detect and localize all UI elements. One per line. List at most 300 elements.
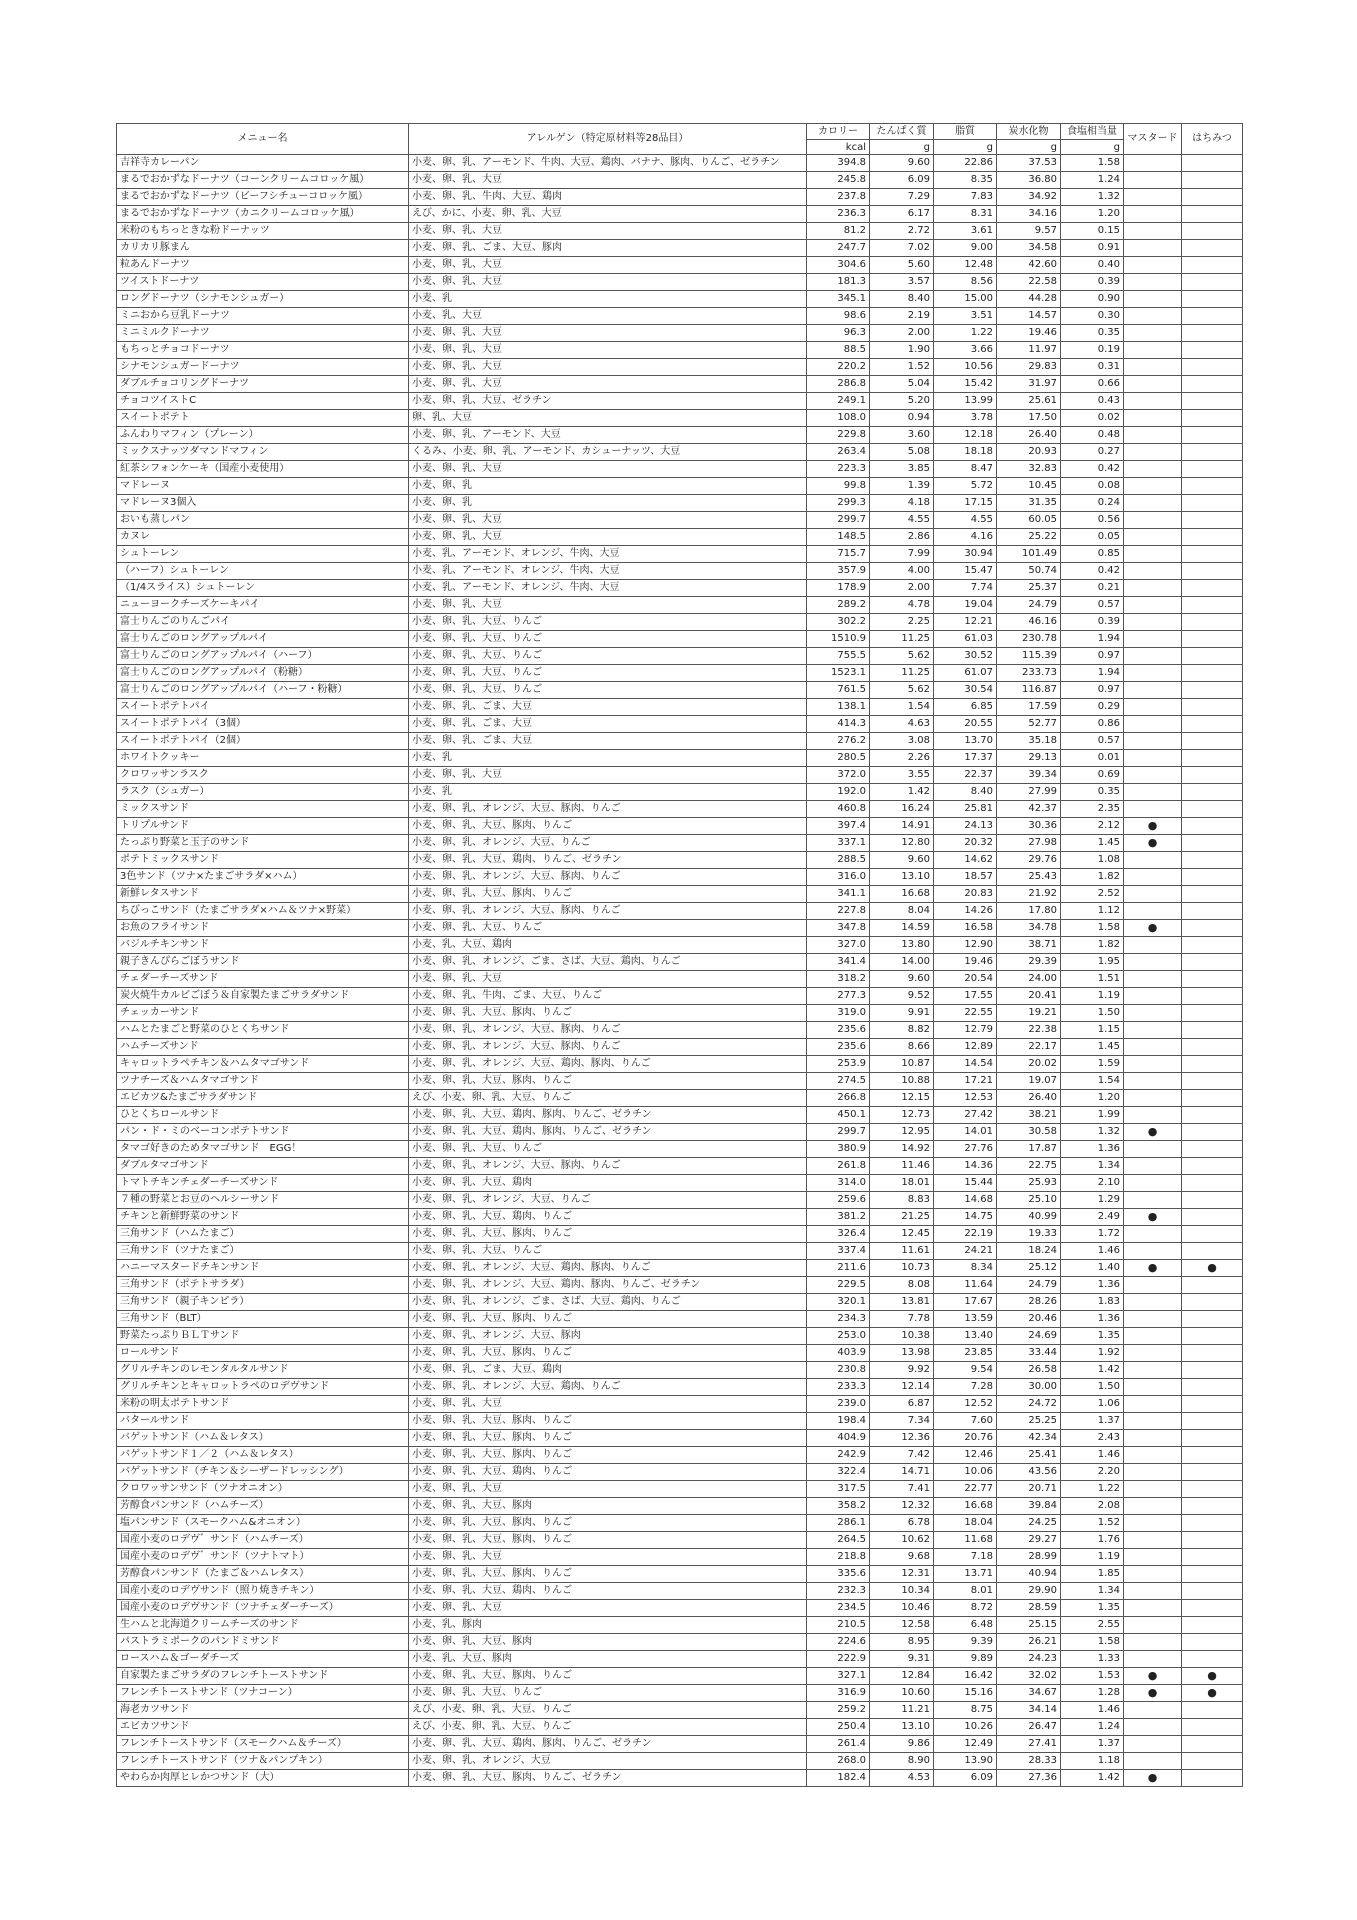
- table-row: [117, 852, 1243, 869]
- fat-cell: 15.42: [934, 376, 997, 393]
- carb-cell: 27.41: [997, 1736, 1061, 1753]
- menu-name-cell: 海老カツサンド: [117, 1702, 409, 1719]
- allergen-cell: 小麦、卵、乳、大豆: [409, 971, 807, 988]
- calorie-cell: 247.7: [807, 240, 870, 257]
- salt-cell: 1.33: [1061, 1651, 1124, 1668]
- allergen-cell: 小麦、卵、乳、ごま、大豆、鶏肉: [409, 1362, 807, 1379]
- calorie-cell: 357.9: [807, 563, 870, 580]
- mustard-mark-cell: [1124, 1328, 1182, 1345]
- carb-cell: 19.21: [997, 1005, 1061, 1022]
- honey-mark-cell: [1182, 1498, 1243, 1515]
- salt-cell: 1.53: [1061, 1668, 1124, 1685]
- carb-cell: 44.28: [997, 291, 1061, 308]
- honey-mark-cell: [1182, 1532, 1243, 1549]
- menu-name-cell: 新鮮レタスサンド: [117, 886, 409, 903]
- calorie-cell: 316.0: [807, 869, 870, 886]
- fat-cell: 12.49: [934, 1736, 997, 1753]
- menu-name-cell: 富士りんごのロングアップルパイ（ハーフ・粉糖）: [117, 682, 409, 699]
- salt-cell: 0.42: [1061, 461, 1124, 478]
- honey-mark-cell: [1182, 631, 1243, 648]
- salt-cell: 2.10: [1061, 1175, 1124, 1192]
- fat-cell: 22.19: [934, 1226, 997, 1243]
- honey-mark-cell: [1182, 1566, 1243, 1583]
- allergen-cell: 小麦、卵、乳、大豆、鶏肉、りんご: [409, 1209, 807, 1226]
- allergen-cell: 小麦、卵、乳、大豆、豚肉、りんご: [409, 1447, 807, 1464]
- protein-cell: 10.73: [870, 1260, 934, 1277]
- table-row: [117, 1243, 1243, 1260]
- carb-cell: 24.00: [997, 971, 1061, 988]
- menu-name-cell: （ハーフ）シュトーレン: [117, 563, 409, 580]
- honey-mark-cell: [1182, 1379, 1243, 1396]
- menu-name-cell: 富士りんごのロングアップルパイ（ハーフ）: [117, 648, 409, 665]
- honey-mark-cell: [1182, 1464, 1243, 1481]
- menu-name-cell: ハムとたまごと野菜のひとくちサンド: [117, 1022, 409, 1039]
- fat-cell: 12.52: [934, 1396, 997, 1413]
- calorie-cell: 335.6: [807, 1566, 870, 1583]
- calorie-cell: 218.8: [807, 1549, 870, 1566]
- allergen-cell: 小麦、卵、乳、大豆、豚肉、りんご: [409, 1566, 807, 1583]
- honey-mark-cell: [1182, 750, 1243, 767]
- fat-cell: 9.39: [934, 1634, 997, 1651]
- allergen-cell: 小麦、卵、乳、大豆: [409, 342, 807, 359]
- table-row: [117, 971, 1243, 988]
- mustard-mark-cell: [1124, 580, 1182, 597]
- mustard-mark-cell: [1124, 1073, 1182, 1090]
- protein-cell: 5.62: [870, 682, 934, 699]
- menu-name-cell: ハムチーズサンド: [117, 1039, 409, 1056]
- salt-cell: 1.06: [1061, 1396, 1124, 1413]
- menu-name-cell: パン・ド・ミのベーコンポテトサンド: [117, 1124, 409, 1141]
- protein-cell: 5.04: [870, 376, 934, 393]
- mustard-mark-cell: [1124, 495, 1182, 512]
- fat-cell: 10.56: [934, 359, 997, 376]
- header-honey: はちみつ: [1182, 124, 1243, 155]
- fat-cell: 17.67: [934, 1294, 997, 1311]
- salt-cell: 1.76: [1061, 1532, 1124, 1549]
- table-row: [117, 308, 1243, 325]
- honey-mark-cell: [1182, 1277, 1243, 1294]
- menu-name-cell: チキンと新鮮野菜のサンド: [117, 1209, 409, 1226]
- fat-cell: 12.21: [934, 614, 997, 631]
- protein-cell: 12.45: [870, 1226, 934, 1243]
- table-row: [117, 988, 1243, 1005]
- protein-cell: 7.78: [870, 1311, 934, 1328]
- allergen-cell: 小麦、卵、乳、オレンジ、大豆、豚肉、りんご: [409, 869, 807, 886]
- salt-cell: 1.24: [1061, 172, 1124, 189]
- menu-name-cell: スイートポテトパイ（2個）: [117, 733, 409, 750]
- calorie-cell: 319.0: [807, 1005, 870, 1022]
- calorie-cell: 394.8: [807, 155, 870, 172]
- fat-cell: 12.48: [934, 257, 997, 274]
- menu-name-cell: （1/4スライス）シュトーレン: [117, 580, 409, 597]
- table-row: [117, 1413, 1243, 1430]
- menu-name-cell: ハニーマスタードチキンサンド: [117, 1260, 409, 1277]
- protein-cell: 4.63: [870, 716, 934, 733]
- table-row: [117, 1583, 1243, 1600]
- honey-mark-cell: [1182, 886, 1243, 903]
- salt-cell: 1.46: [1061, 1243, 1124, 1260]
- carb-cell: 60.05: [997, 512, 1061, 529]
- salt-cell: 0.42: [1061, 563, 1124, 580]
- mustard-mark-cell: [1124, 699, 1182, 716]
- mustard-mark-cell: [1124, 1566, 1182, 1583]
- protein-cell: 7.29: [870, 189, 934, 206]
- mustard-mark-cell: [1124, 1702, 1182, 1719]
- carb-cell: 29.27: [997, 1532, 1061, 1549]
- menu-name-cell: 国産小麦のロデヴ゛サンド（ハムチーズ）: [117, 1532, 409, 1549]
- allergen-cell: 小麦、乳: [409, 291, 807, 308]
- protein-cell: 8.83: [870, 1192, 934, 1209]
- salt-cell: 0.27: [1061, 444, 1124, 461]
- honey-mark-cell: [1182, 359, 1243, 376]
- honey-mark-cell: ●: [1182, 1668, 1243, 1685]
- honey-mark-cell: [1182, 665, 1243, 682]
- menu-name-cell: 国産小麦のロデヴサンド（ツナチェダーチーズ）: [117, 1600, 409, 1617]
- calorie-cell: 380.9: [807, 1141, 870, 1158]
- honey-mark-cell: [1182, 325, 1243, 342]
- carb-cell: 30.58: [997, 1124, 1061, 1141]
- honey-mark-cell: [1182, 461, 1243, 478]
- header-mustard: マスタード: [1124, 124, 1182, 155]
- salt-cell: 1.58: [1061, 1634, 1124, 1651]
- calorie-cell: 235.6: [807, 1039, 870, 1056]
- protein-cell: 9.68: [870, 1549, 934, 1566]
- fat-cell: 8.31: [934, 206, 997, 223]
- protein-cell: 12.73: [870, 1107, 934, 1124]
- mustard-mark-cell: [1124, 1430, 1182, 1447]
- fat-cell: 8.75: [934, 1702, 997, 1719]
- carb-cell: 25.61: [997, 393, 1061, 410]
- mustard-mark-cell: [1124, 1481, 1182, 1498]
- honey-mark-cell: [1182, 1600, 1243, 1617]
- mustard-mark-cell: [1124, 393, 1182, 410]
- protein-cell: 8.40: [870, 291, 934, 308]
- allergen-cell: 小麦、卵、乳、牛肉、大豆、鶏肉: [409, 189, 807, 206]
- salt-cell: 1.42: [1061, 1770, 1124, 1787]
- calorie-cell: 237.8: [807, 189, 870, 206]
- mustard-mark-cell: [1124, 1362, 1182, 1379]
- menu-name-cell: 米粉のもちっときな粉ドーナッツ: [117, 223, 409, 240]
- table-row: [117, 1039, 1243, 1056]
- honey-mark-cell: [1182, 971, 1243, 988]
- allergen-cell: 小麦、卵、乳、ごま、大豆: [409, 699, 807, 716]
- menu-name-cell: まるでおかずなドーナツ（ビーフシチューコロッケ風）: [117, 189, 409, 206]
- table-row: [117, 1005, 1243, 1022]
- calorie-cell: 280.5: [807, 750, 870, 767]
- fat-cell: 22.77: [934, 1481, 997, 1498]
- unit-fat: g: [934, 140, 997, 155]
- honey-mark-cell: [1182, 495, 1243, 512]
- allergen-cell: 小麦、卵、乳、大豆、豚肉、りんご: [409, 1311, 807, 1328]
- salt-cell: 2.12: [1061, 818, 1124, 835]
- fat-cell: 16.42: [934, 1668, 997, 1685]
- carb-cell: 30.00: [997, 1379, 1061, 1396]
- table-row: [117, 393, 1243, 410]
- mustard-mark-cell: ●: [1124, 818, 1182, 835]
- fat-cell: 15.47: [934, 563, 997, 580]
- carb-cell: 22.38: [997, 1022, 1061, 1039]
- salt-cell: 2.35: [1061, 801, 1124, 818]
- honey-mark-cell: [1182, 733, 1243, 750]
- carb-cell: 20.41: [997, 988, 1061, 1005]
- allergen-cell: 小麦、卵、乳、大豆: [409, 257, 807, 274]
- mustard-mark-cell: [1124, 784, 1182, 801]
- salt-cell: 1.85: [1061, 1566, 1124, 1583]
- mustard-mark-cell: [1124, 1396, 1182, 1413]
- salt-cell: 1.46: [1061, 1702, 1124, 1719]
- mustard-mark-cell: [1124, 1311, 1182, 1328]
- mustard-mark-cell: [1124, 1651, 1182, 1668]
- menu-name-cell: マドレーヌ: [117, 478, 409, 495]
- mustard-mark-cell: [1124, 240, 1182, 257]
- protein-cell: 2.26: [870, 750, 934, 767]
- fat-cell: 17.21: [934, 1073, 997, 1090]
- carb-cell: 116.87: [997, 682, 1061, 699]
- salt-cell: 0.86: [1061, 716, 1124, 733]
- mustard-mark-cell: [1124, 1175, 1182, 1192]
- menu-name-cell: まるでおかずなドーナツ（カニクリームコロッケ風）: [117, 206, 409, 223]
- header-allergen: アレルゲン（特定原材料等28品目）: [409, 124, 807, 155]
- table-row: [117, 699, 1243, 716]
- salt-cell: 0.97: [1061, 682, 1124, 699]
- salt-cell: 0.24: [1061, 495, 1124, 512]
- fat-cell: 20.32: [934, 835, 997, 852]
- protein-cell: 2.86: [870, 529, 934, 546]
- allergen-cell: 小麦、卵、乳、大豆: [409, 325, 807, 342]
- carb-cell: 25.43: [997, 869, 1061, 886]
- salt-cell: 1.37: [1061, 1736, 1124, 1753]
- calorie-cell: 304.6: [807, 257, 870, 274]
- salt-cell: 1.58: [1061, 920, 1124, 937]
- table-row: [117, 631, 1243, 648]
- calorie-cell: 327.0: [807, 937, 870, 954]
- header-salt: 食塩相当量: [1061, 124, 1124, 140]
- carb-cell: 20.46: [997, 1311, 1061, 1328]
- mustard-mark-cell: [1124, 1005, 1182, 1022]
- allergen-cell: 小麦、乳、豚肉: [409, 1617, 807, 1634]
- menu-name-cell: エビカツサンド: [117, 1719, 409, 1736]
- honey-mark-cell: [1182, 1753, 1243, 1770]
- menu-name-cell: バゲットサンド（チキン＆シーザードレッシング）: [117, 1464, 409, 1481]
- menu-name-cell: 三角サンド（親子キンピラ）: [117, 1294, 409, 1311]
- salt-cell: 0.56: [1061, 512, 1124, 529]
- protein-cell: 2.19: [870, 308, 934, 325]
- table-row: [117, 1141, 1243, 1158]
- menu-name-cell: ダブルチョコリングドーナツ: [117, 376, 409, 393]
- fat-cell: 7.60: [934, 1413, 997, 1430]
- calorie-cell: 299.3: [807, 495, 870, 512]
- fat-cell: 14.68: [934, 1192, 997, 1209]
- allergen-cell: 小麦、卵、乳、大豆: [409, 767, 807, 784]
- protein-cell: 11.61: [870, 1243, 934, 1260]
- menu-name-cell: 三角サンド（BLT）: [117, 1311, 409, 1328]
- carb-cell: 26.40: [997, 427, 1061, 444]
- mustard-mark-cell: [1124, 1277, 1182, 1294]
- honey-mark-cell: [1182, 529, 1243, 546]
- calorie-cell: 264.5: [807, 1532, 870, 1549]
- salt-cell: 1.24: [1061, 1719, 1124, 1736]
- protein-cell: 9.31: [870, 1651, 934, 1668]
- salt-cell: 0.01: [1061, 750, 1124, 767]
- salt-cell: 0.15: [1061, 223, 1124, 240]
- honey-mark-cell: [1182, 478, 1243, 495]
- salt-cell: 1.59: [1061, 1056, 1124, 1073]
- calorie-cell: 761.5: [807, 682, 870, 699]
- mustard-mark-cell: [1124, 1243, 1182, 1260]
- protein-cell: 4.53: [870, 1770, 934, 1787]
- protein-cell: 1.39: [870, 478, 934, 495]
- honey-mark-cell: [1182, 1515, 1243, 1532]
- table-row: [117, 1311, 1243, 1328]
- carb-cell: 25.25: [997, 1413, 1061, 1430]
- menu-name-cell: ロースハム＆ゴーダチーズ: [117, 1651, 409, 1668]
- fat-cell: 5.72: [934, 478, 997, 495]
- allergen-cell: 小麦、卵、乳、牛肉、ごま、大豆、りんご: [409, 988, 807, 1005]
- protein-cell: 9.60: [870, 852, 934, 869]
- mustard-mark-cell: [1124, 903, 1182, 920]
- carb-cell: 17.59: [997, 699, 1061, 716]
- mustard-mark-cell: [1124, 1192, 1182, 1209]
- allergen-cell: 小麦、卵、乳、オレンジ、大豆、鶏肉、豚肉、りんご: [409, 1056, 807, 1073]
- carb-cell: 27.36: [997, 1770, 1061, 1787]
- honey-mark-cell: [1182, 1141, 1243, 1158]
- fat-cell: 30.52: [934, 648, 997, 665]
- table-row: [117, 1566, 1243, 1583]
- allergen-cell: 小麦、卵、乳、大豆、豚肉、りんご: [409, 1430, 807, 1447]
- menu-name-cell: ニューヨークチーズケーキパイ: [117, 597, 409, 614]
- protein-cell: 21.25: [870, 1209, 934, 1226]
- allergen-cell: 小麦、卵、乳、大豆: [409, 529, 807, 546]
- allergen-cell: えび、小麦、卵、乳、大豆、りんご: [409, 1719, 807, 1736]
- calorie-cell: 261.8: [807, 1158, 870, 1175]
- fat-cell: 6.48: [934, 1617, 997, 1634]
- carb-cell: 52.77: [997, 716, 1061, 733]
- protein-cell: 1.42: [870, 784, 934, 801]
- menu-allergen-table: [116, 123, 1243, 1787]
- carb-cell: 9.57: [997, 223, 1061, 240]
- honey-mark-cell: [1182, 427, 1243, 444]
- protein-cell: 5.62: [870, 648, 934, 665]
- fat-cell: 3.78: [934, 410, 997, 427]
- fat-cell: 17.55: [934, 988, 997, 1005]
- mustard-mark-cell: [1124, 665, 1182, 682]
- unit-calorie: kcal: [807, 140, 870, 155]
- menu-name-cell: 親子きんぴらごぼうサンド: [117, 954, 409, 971]
- calorie-cell: 198.4: [807, 1413, 870, 1430]
- allergen-cell: 小麦、卵、乳、大豆、豚肉、りんご: [409, 1413, 807, 1430]
- allergen-cell: えび、かに、小麦、卵、乳、大豆: [409, 206, 807, 223]
- calorie-cell: 263.4: [807, 444, 870, 461]
- salt-cell: 1.95: [1061, 954, 1124, 971]
- carb-cell: 29.39: [997, 954, 1061, 971]
- protein-cell: 6.78: [870, 1515, 934, 1532]
- allergen-cell: 小麦、卵、乳、オレンジ、大豆、鶏肉、豚肉、りんご、ゼラチン: [409, 1277, 807, 1294]
- allergen-cell: 小麦、乳、大豆: [409, 308, 807, 325]
- fat-cell: 20.55: [934, 716, 997, 733]
- honey-mark-cell: [1182, 1039, 1243, 1056]
- table-row: [117, 512, 1243, 529]
- allergen-cell: 小麦、卵、乳、大豆、鶏肉、豚肉、りんご、ゼラチン: [409, 1736, 807, 1753]
- menu-name-cell: ちびっこサンド（たまごサラダ×ハム＆ツナ×野菜）: [117, 903, 409, 920]
- allergen-cell: 小麦、卵、乳、オレンジ、大豆、りんご: [409, 1192, 807, 1209]
- fat-cell: 14.54: [934, 1056, 997, 1073]
- menu-name-cell: お魚のフライサンド: [117, 920, 409, 937]
- mustard-mark-cell: [1124, 359, 1182, 376]
- allergen-cell: 小麦、卵、乳、大豆: [409, 223, 807, 240]
- fat-cell: 30.54: [934, 682, 997, 699]
- calorie-cell: 404.9: [807, 1430, 870, 1447]
- calorie-cell: 268.0: [807, 1753, 870, 1770]
- carb-cell: 14.57: [997, 308, 1061, 325]
- menu-name-cell: ダブルタマゴサンド: [117, 1158, 409, 1175]
- mustard-mark-cell: ●: [1124, 1124, 1182, 1141]
- carb-cell: 24.25: [997, 1515, 1061, 1532]
- fat-cell: 17.15: [934, 495, 997, 512]
- mustard-mark-cell: [1124, 1039, 1182, 1056]
- carb-cell: 31.35: [997, 495, 1061, 512]
- allergen-cell: 小麦、卵、乳、大豆、りんご: [409, 920, 807, 937]
- fat-cell: 7.28: [934, 1379, 997, 1396]
- honey-mark-cell: [1182, 223, 1243, 240]
- salt-cell: 1.45: [1061, 835, 1124, 852]
- protein-cell: 12.84: [870, 1668, 934, 1685]
- carb-cell: 42.37: [997, 801, 1061, 818]
- protein-cell: 7.34: [870, 1413, 934, 1430]
- fat-cell: 17.37: [934, 750, 997, 767]
- carb-cell: 38.21: [997, 1107, 1061, 1124]
- table-row: [117, 1175, 1243, 1192]
- mustard-mark-cell: ●: [1124, 1668, 1182, 1685]
- carb-cell: 30.36: [997, 818, 1061, 835]
- calorie-cell: 318.2: [807, 971, 870, 988]
- mustard-mark-cell: [1124, 1736, 1182, 1753]
- protein-cell: 3.60: [870, 427, 934, 444]
- fat-cell: 10.06: [934, 1464, 997, 1481]
- menu-name-cell: やわらか肉厚ヒレかつサンド（大）: [117, 1770, 409, 1787]
- fat-cell: 10.26: [934, 1719, 997, 1736]
- honey-mark-cell: [1182, 801, 1243, 818]
- carb-cell: 46.16: [997, 614, 1061, 631]
- calorie-cell: 1523.1: [807, 665, 870, 682]
- mustard-mark-cell: [1124, 1294, 1182, 1311]
- table-row: [117, 648, 1243, 665]
- fat-cell: 8.40: [934, 784, 997, 801]
- calorie-cell: 253.0: [807, 1328, 870, 1345]
- table-row: [117, 1770, 1243, 1787]
- menu-name-cell: 富士りんごのロングアップルパイ（粉糖）: [117, 665, 409, 682]
- fat-cell: 16.68: [934, 1498, 997, 1515]
- table-row: [117, 733, 1243, 750]
- salt-cell: 1.32: [1061, 1124, 1124, 1141]
- honey-mark-cell: [1182, 563, 1243, 580]
- table-row: [117, 342, 1243, 359]
- calorie-cell: 220.2: [807, 359, 870, 376]
- honey-mark-cell: [1182, 1328, 1243, 1345]
- carb-cell: 28.59: [997, 1600, 1061, 1617]
- mustard-mark-cell: [1124, 478, 1182, 495]
- menu-name-cell: スイートポテトパイ: [117, 699, 409, 716]
- allergen-cell: 小麦、乳、アーモンド、オレンジ、牛肉、大豆: [409, 580, 807, 597]
- mustard-mark-cell: [1124, 886, 1182, 903]
- mustard-mark-cell: [1124, 716, 1182, 733]
- carb-cell: 40.94: [997, 1566, 1061, 1583]
- table-row: [117, 920, 1243, 937]
- salt-cell: 0.19: [1061, 342, 1124, 359]
- salt-cell: 1.19: [1061, 1549, 1124, 1566]
- protein-cell: 2.72: [870, 223, 934, 240]
- table-row: [117, 1464, 1243, 1481]
- table-row: [117, 325, 1243, 342]
